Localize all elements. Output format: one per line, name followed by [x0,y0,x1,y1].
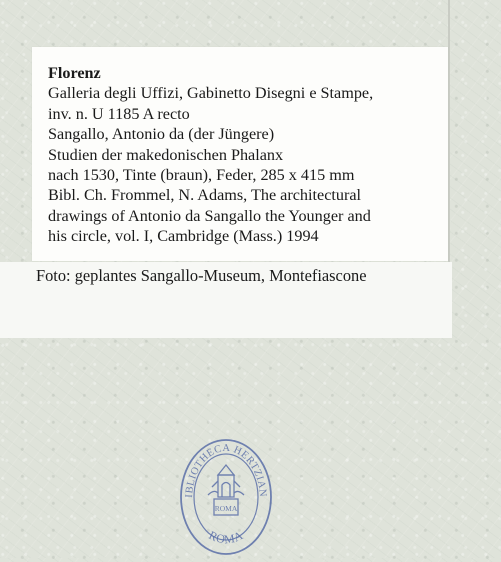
photo-credit-strip [0,262,452,338]
label-line-2: inv. n. U 1185 A recto [48,104,190,123]
label-line-4: Studien der makedonischen Phalanx [48,145,284,164]
svg-text:ROMA [207,528,246,547]
label-city: Florenz [48,64,101,82]
label-line-3: Sangallo, Antonio da (der Jüngere) [48,125,275,144]
label-line-6: Bibl. Ch. Frommel, N. Adams, The architectural [48,186,362,205]
library-stamp [178,437,274,557]
stamp-seal-icon [178,437,274,557]
stamp-inner-text: ROMA [214,504,238,513]
label-text [48,63,444,247]
stamp-text-bottom: ROMA [206,527,246,547]
stamp-text-top: IBLIOTHECA HERTZIAN [183,442,269,499]
label-line-1: Galleria degli Uffizi, Gabinetto Disegni e Stampe, [48,84,374,103]
label-line-8: his circle, vol. I, Cambridge (Mass.) 1994 [48,227,319,246]
photo-credit: Foto: geplantes Sangallo-Museum, Montefiascone [36,266,367,285]
label-line-7: drawings of Antonio da Sangallo the Younger and [48,206,371,225]
label-line-5: nach 1530, Tinte (braun), Feder, 285 x 415 mm [48,166,355,185]
catalog-label [32,47,448,261]
svg-text:BIBLIOTHECA HERTZIANA [178,437,268,498]
